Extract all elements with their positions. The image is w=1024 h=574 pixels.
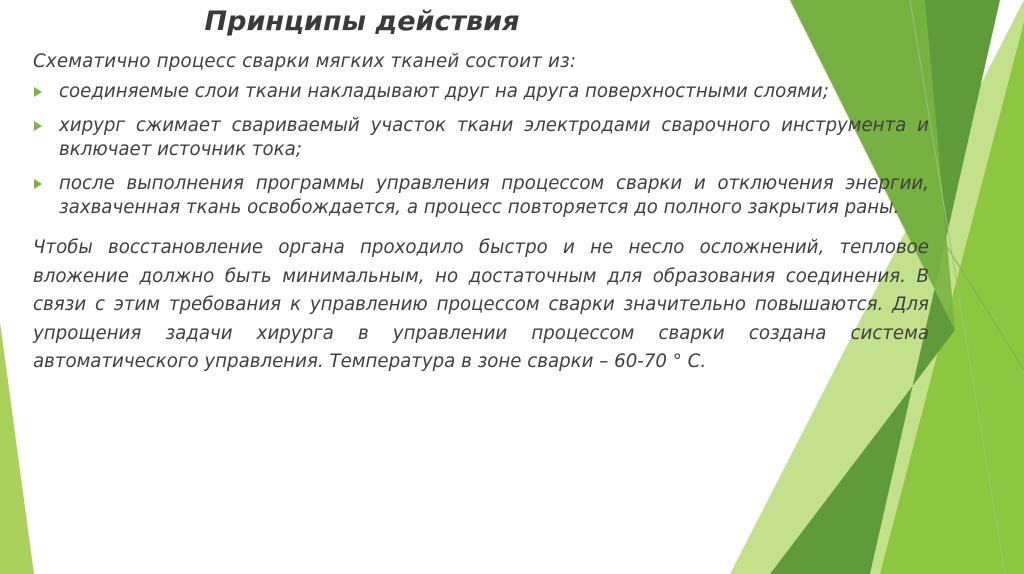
body-paragraph: Чтобы восстановление органа проходило быстро и не несло осложнений, тепловое вложение должно быть минимальным, но достаточным для образования соединения. В связи с этим требования к управлению процессом сварки значительно повышаются. Для упрощения задачи хирурга в управлении процессом сварки создана система автоматического управления. Температура в зоне сварки – 60-70 ° С.: [33, 237, 929, 372]
list-item: [33, 114, 929, 162]
list-item: [33, 172, 929, 220]
list-item-text: хирург сжимает свариваемый участок ткани электродами сварочного инструмента и включает источник тока;: [59, 115, 929, 160]
slide-content: [33, 50, 929, 377]
list-item-text: после выполнения программы управления процессом сварки и отключения энергии, захваченная ткань освобождается, а процесс повторяется до полного закрытия раны.: [59, 173, 929, 218]
intro-text: Схематично процесс сварки мягких тканей состоит из:: [33, 51, 577, 72]
triangle-bullet-icon: [34, 121, 42, 131]
triangle-bullet-icon: [34, 87, 42, 97]
list-item: [33, 80, 929, 104]
list-item-text: соединяемые слои ткани накладывают друг на друга поверхностными слоями;: [59, 81, 829, 102]
slide-title: Принципы действия: [204, 6, 520, 37]
bullet-list: [33, 80, 929, 220]
left-green-sliver: [0, 322, 34, 574]
triangle-bullet-icon: [34, 179, 42, 189]
